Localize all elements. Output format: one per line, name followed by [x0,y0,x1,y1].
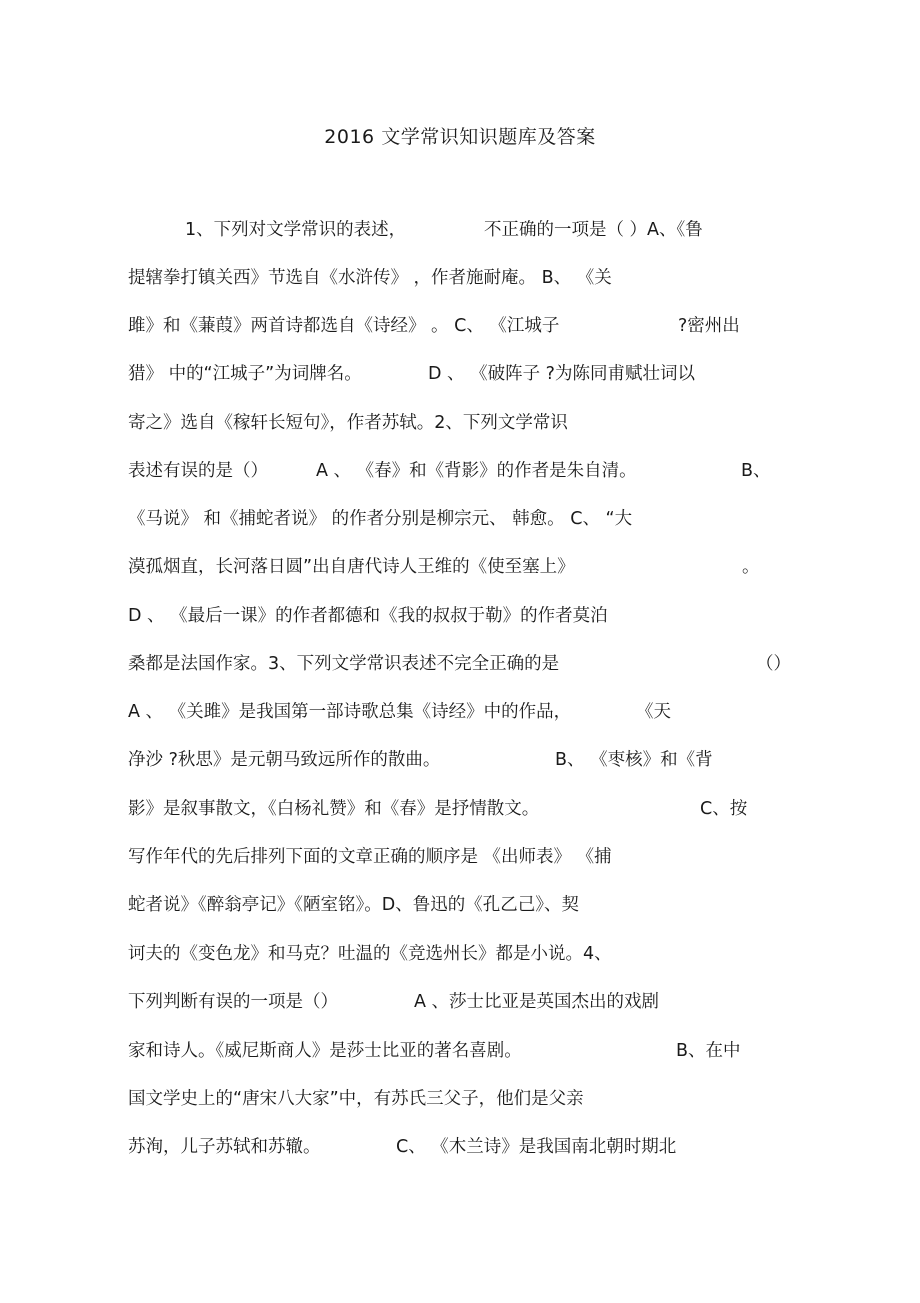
text-segment: 国文学史上的“唐宋八大家”中，有苏氏三父子，他们是父亲 [128,1089,584,1109]
text-segment: B、 《枣核》和《背 [555,750,713,770]
text-segment: 家和诗人。《威尼斯商人》是莎士比亚的著名喜剧。 [128,1041,522,1061]
text-line [0,1037,920,1065]
text-segment: 桑都是法国作家。3、下列文学常识表述不完全正确的是 [128,654,560,674]
text-segment: 《天 [636,702,671,722]
text-segment: 诃夫的《变色龙》和马克？吐温的《竞选州长》都是小说。4、 [128,944,612,964]
text-segment: A 、 《春》和《背影》的作者是朱自清。 [316,461,637,481]
text-segment: A 、莎士比亚是英国杰出的戏剧 [414,992,660,1012]
text-line [0,988,920,1016]
text-segment: 。 [742,557,760,577]
text-line [0,457,920,485]
text-line [0,795,920,823]
text-segment: （） [756,654,791,674]
text-segment: 表述有误的是（） [128,461,268,481]
text-line [0,312,920,340]
text-segment: 苏洵，儿子苏轼和苏辙。 [128,1137,321,1157]
text-segment: C、 《木兰诗》是我国南北朝时期北 [396,1137,677,1157]
text-segment: D 、 《破阵子 ?为陈同甫赋壮词以 [428,364,695,384]
text-segment: D 、 《最后一课》的作者都德和《我的叔叔于勒》的作者莫泊 [128,606,608,626]
text-segment: 1、下列对文学常识的表述， [185,220,407,240]
text-line [0,360,920,388]
text-segment: 猎》 中的“江城子”为词牌名。 [128,364,362,384]
text-segment: 蛇者说》《醉翁亭记》《陋室铭》。D、鲁迅的《孔乙己》、契 [128,895,579,915]
text-line [0,650,920,678]
text-line [0,409,920,437]
text-line [0,843,920,871]
text-segment: ?密州出 [678,316,740,336]
text-line [0,1085,920,1113]
text-segment: 写作年代的先后排列下面的文章正确的顺序是 《出师表》 《捕 [128,847,612,867]
text-line [0,698,920,726]
text-segment: 不正确的一项是（ ）A、《鲁 [484,220,703,240]
text-segment: B、 [741,461,771,481]
text-line [0,940,920,968]
text-segment: 寄之》选自《稼轩长短句》，作者苏轼。2、下列文学常识 [128,413,568,433]
text-segment: C、按 [700,799,748,819]
text-line [0,216,920,244]
text-segment: 下列判断有误的一项是（） [128,992,338,1012]
text-segment: 净沙 ?秋思》是元朝马致远所作的散曲。 [128,750,441,770]
text-segment: 雎》和《蒹葭》两首诗都选自《诗经》 。 C、 《江城子 [128,316,560,336]
text-segment: B、在中 [676,1041,741,1061]
page-title: 2016 文学常识知识题库及答案 [324,126,596,148]
text-line [0,602,920,630]
text-line [0,264,920,292]
text-line [0,746,920,774]
text-segment: A 、 《关雎》是我国第一部诗歌总集《诗经》中的作品， [128,702,572,722]
text-line [0,1133,920,1161]
text-line [0,891,920,919]
text-segment: 《马说》 和《捕蛇者说》 的作者分别是柳宗元、 韩愈。 C、 “大 [128,509,633,529]
text-segment: 影》是叙事散文，《白杨礼赞》和《春》是抒情散文。 [128,799,540,819]
text-segment: 漠孤烟直，长河落日圆”出自唐代诗人王维的《使至塞上》 [128,557,575,577]
text-line [0,553,920,581]
text-segment: 提辖拳打镇关西》节选自《水浒传》 ，作者施耐庵。 B、 《关 [128,268,612,288]
text-line [0,505,920,533]
